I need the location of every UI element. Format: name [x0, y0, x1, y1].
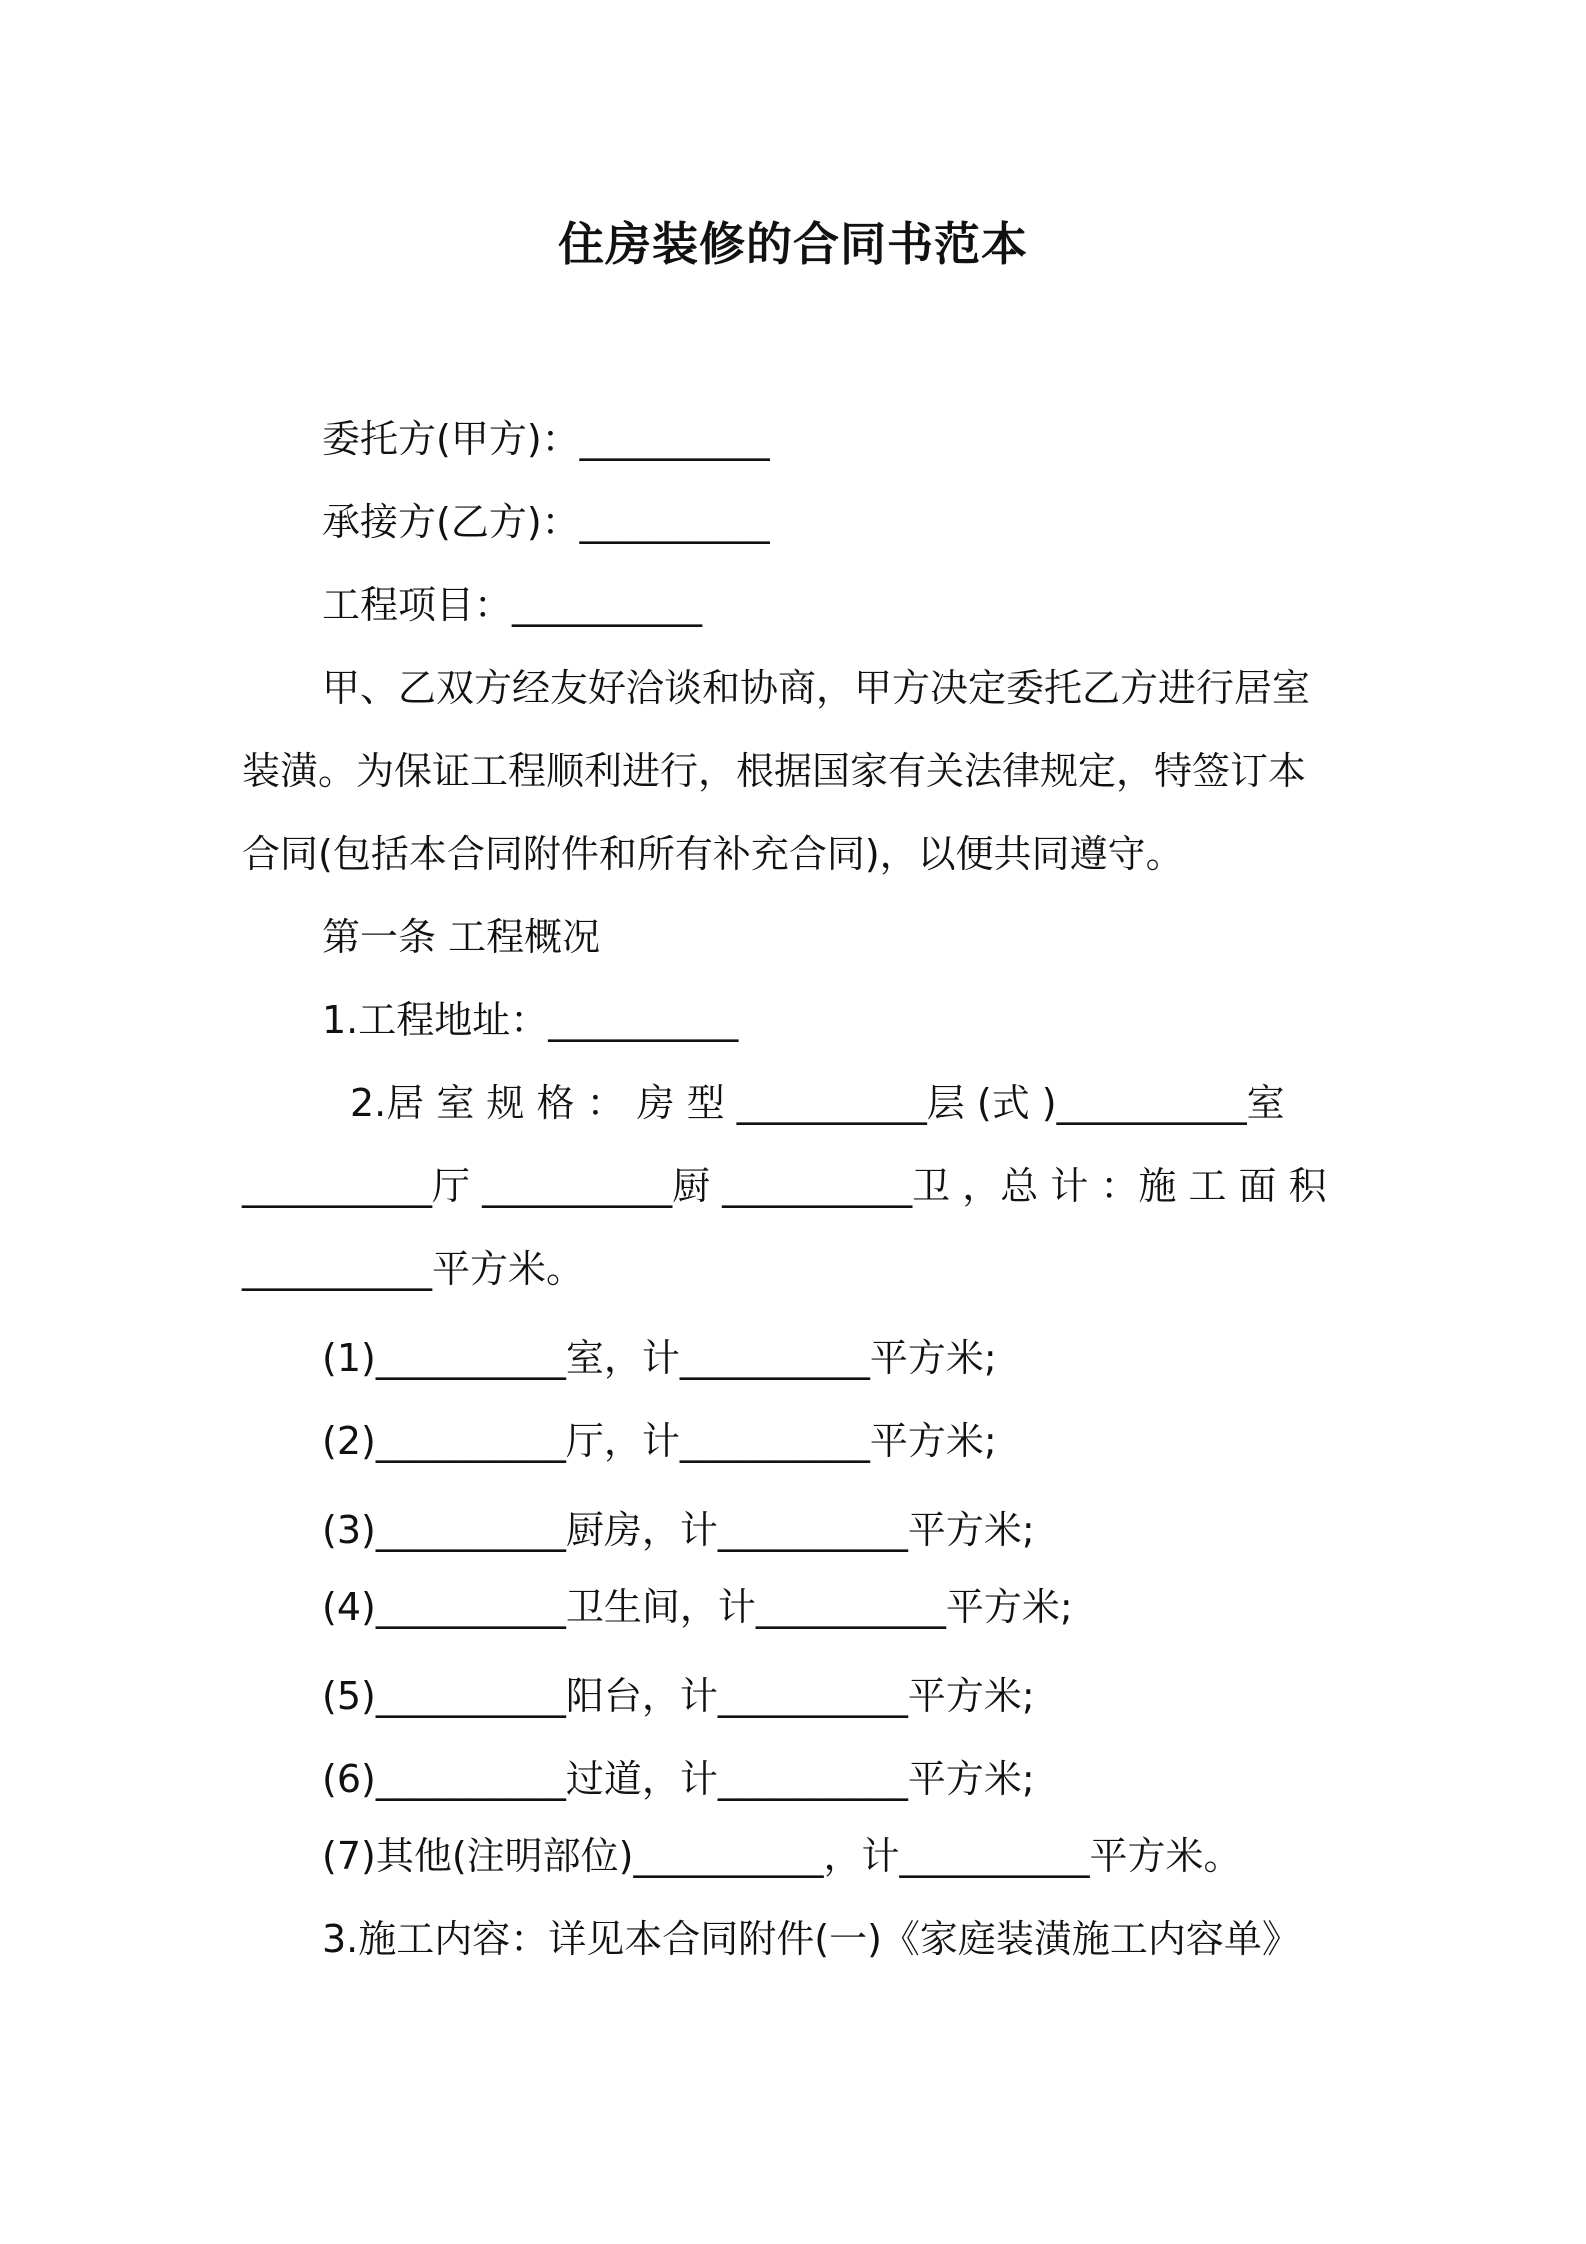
party-a-line: 委托方(甲方)：__________ — [322, 417, 770, 461]
room-spec-line: __________厅 __________厨 __________卫 ，总 计 ：施 工 面 积 — [242, 1164, 1327, 1208]
intro-paragraph-line: 装潢。为保证工程顺利进行，根据国家有关法律规定，特签订本 — [242, 749, 1307, 793]
room-spec-line: 2.居 室 规 格 ： 房 型 __________层 (式 )__________室 — [350, 1081, 1285, 1125]
area-item-line: (7)其他(注明部位)__________，计__________平方米。 — [322, 1834, 1242, 1878]
area-item-line: (2)__________厅，计__________平方米; — [322, 1419, 997, 1463]
party-b-line: 承接方(乙方)：__________ — [322, 500, 770, 544]
construction-content-line: 3.施工内容：详见本合同附件(一)《家庭装潢施工内容单》 — [322, 1917, 1300, 1961]
area-item-line: (1)__________室，计__________平方米; — [322, 1336, 997, 1380]
document-title: 住房装修的合同书范本 — [558, 217, 1028, 271]
intro-paragraph-line: 甲、乙双方经友好洽谈和协商，甲方决定委托乙方进行居室 — [322, 666, 1311, 710]
area-item-line: (5)__________阳台，计__________平方米; — [322, 1674, 1035, 1718]
article-heading: 第一条 工程概况 — [322, 915, 601, 959]
area-item-line: (4)__________卫生间，计__________平方米; — [322, 1585, 1073, 1629]
intro-paragraph-line: 合同(包括本合同附件和所有补充合同)，以便共同遵守。 — [242, 832, 1184, 876]
area-item-line: (3)__________厨房，计__________平方米; — [322, 1508, 1035, 1552]
work-address-line: 1.工程地址：__________ — [322, 998, 739, 1042]
area-item-line: (6)__________过道，计__________平方米; — [322, 1757, 1035, 1801]
room-spec-line: __________平方米。 — [242, 1247, 585, 1291]
project-line: 工程项目：__________ — [322, 583, 703, 627]
